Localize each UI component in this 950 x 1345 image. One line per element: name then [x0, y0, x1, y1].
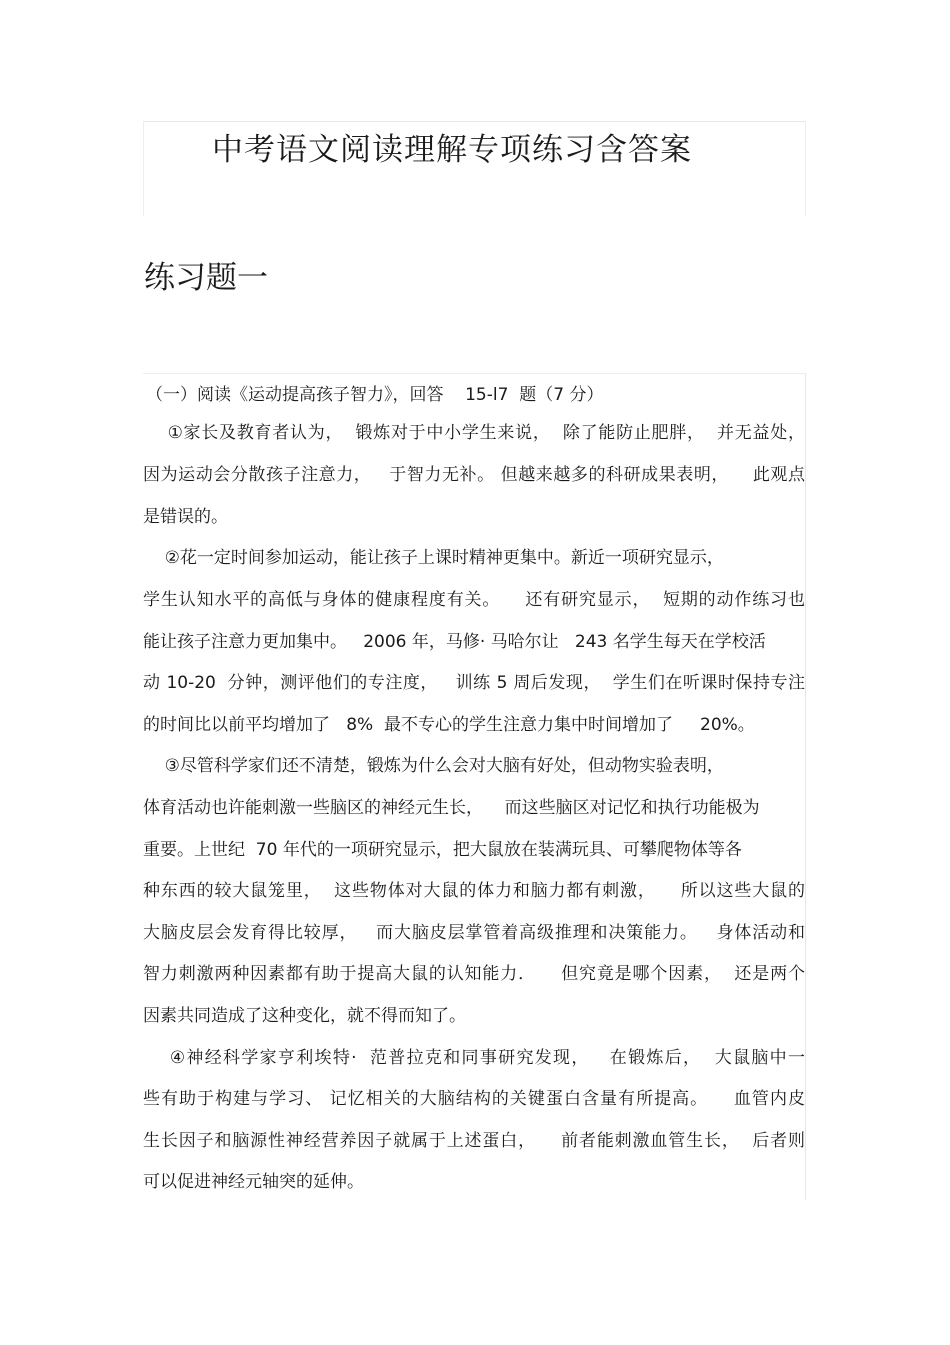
question-header: （一）阅读《运动提高孩子智力》，回答 15-l7 题（7 分）: [146, 385, 604, 405]
document-title: 中考语文阅读理解专项练习含答案: [212, 132, 692, 168]
paragraph-line: 种东西的较大鼠笼里， 这些物体对大鼠的体力和脑力都有刺激， 所以这些大鼠的: [143, 881, 805, 901]
paragraph-line: 大脑皮层会发育得比较厚， 而大脑皮层掌管着高级推理和决策能力。 身体活动和: [143, 923, 805, 943]
paragraph-line: 生长因子和脑源性神经营养因子就属于上述蛋白， 前者能刺激血管生长， 后者则: [143, 1131, 805, 1151]
paragraph-line: 可以促进神经元轴突的延伸。: [143, 1172, 364, 1192]
paragraph-line: 些有助于构建与学习、 记忆相关的大脑结构的关键蛋白含量有所提高。 血管内皮: [143, 1089, 805, 1109]
section-heading: 练习题一: [144, 260, 268, 296]
paragraph-line: ①家长及教育者认为， 锻炼对于中小学生来说， 除了能防止肥胖， 并无益处，: [143, 423, 805, 443]
paragraph-line: ③尽管科学家们还不清楚，锻炼为什么会对大脑有好处，但动物实验表明，: [143, 756, 724, 776]
paragraph-line: 动 10-20 分钟，测评他们的专注度， 训练 5 周后发现， 学生们在听课时保持专注: [143, 673, 805, 693]
paragraph-line: 因为运动会分散孩子注意力， 于智力无补。 但越来越多的科研成果表明， 此观点: [143, 465, 805, 485]
paragraph-line: 能让孩子注意力更加集中。 2006 年，马修· 马哈尔让 243 名学生每天在学校活: [143, 632, 766, 652]
paragraph-line: ④神经科学家亨利埃特· 范普拉克和同事研究发现， 在锻炼后， 大鼠脑中一: [143, 1048, 805, 1068]
paragraph-line: 智力刺激两种因素都有助于提高大鼠的认知能力． 但究竟是哪个因素， 还是两个: [143, 964, 805, 984]
paragraph-line: 重要。上世纪 70 年代的一项研究显示，把大鼠放在装满玩具、可攀爬物体等各: [143, 840, 742, 860]
content-frame: [143, 373, 806, 1200]
paragraph-line: 的时间比以前平均增加了 8% 最不专心的学生注意力集中时间增加了 20%。: [143, 715, 755, 735]
paragraph-line: 因素共同造成了这种变化，就不得而知了。: [143, 1006, 466, 1026]
paragraph-line: 是错误的。: [143, 507, 228, 527]
paragraph-line: 学生认知水平的高低与身体的健康程度有关。 还有研究显示， 短期的动作练习也: [143, 590, 805, 610]
paragraph-line: ②花一定时间参加运动，能让孩子上课时精神更集中。新近一项研究显示，: [143, 548, 724, 568]
paragraph-line: 体育活动也许能刺激一些脑区的神经元生长， 而这些脑区对记忆和执行功能极为: [143, 798, 760, 818]
